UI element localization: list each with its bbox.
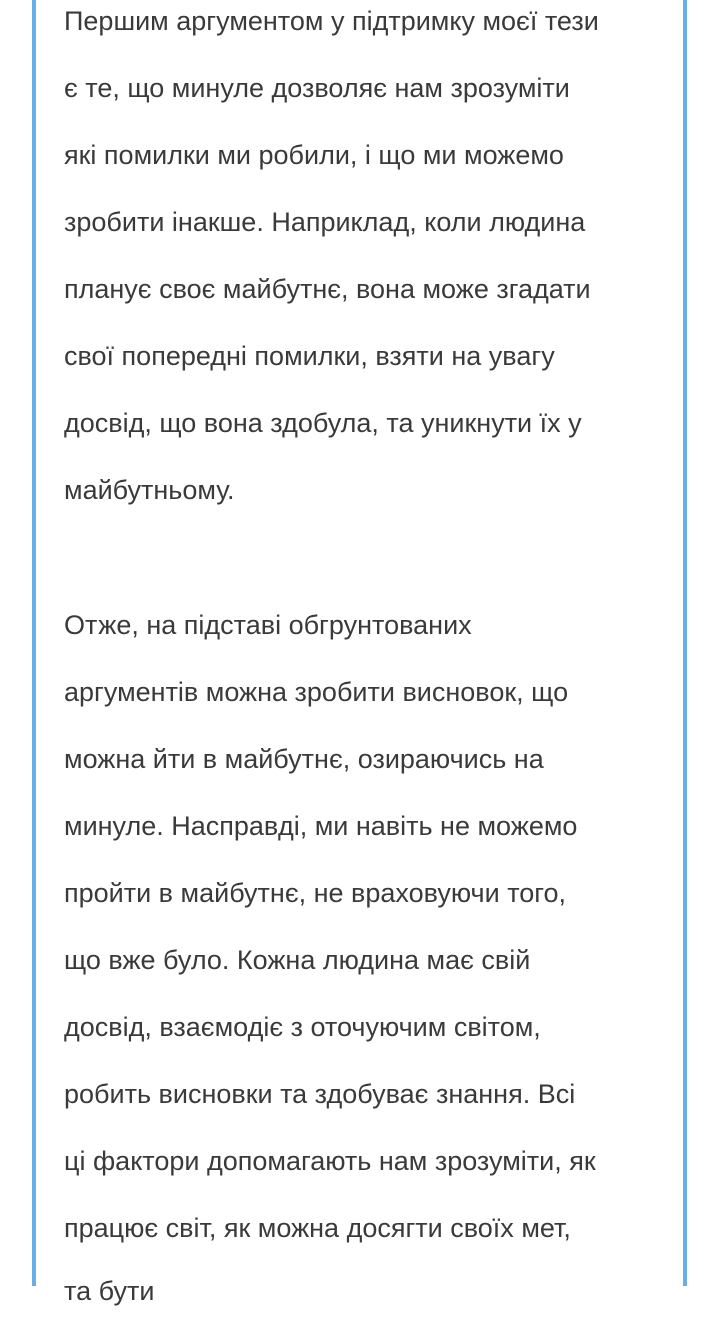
answer-frame-right-border — [683, 0, 687, 1286]
text-line: аргументів можна зробити висновок, що — [64, 677, 569, 707]
text-line: майбутньому. — [64, 475, 235, 505]
text-line: та бути — [64, 1276, 155, 1306]
text-line: які помилки ми робили, і що ми можемо — [64, 140, 564, 170]
text-line: можна йти в майбутнє, озираючись на — [64, 744, 544, 774]
text-line: досвід, взаємодіє з оточуючим світом, — [64, 1012, 541, 1042]
answer-paragraph-2 — [64, 592, 596, 1262]
text-line: досвід, що вона здобула, та уникнути їх у — [64, 408, 582, 438]
text-line: ці фактори допомагають нам зрозуміти, як — [64, 1146, 596, 1176]
text-line: пройти в майбутнє, не враховуючи того, — [64, 878, 567, 908]
text-line: свої попередні помилки, взяти на увагу — [64, 341, 555, 371]
answer-frame-left-border — [32, 0, 36, 1286]
text-line: зробити інакше. Наприклад, коли людина — [64, 207, 586, 237]
text-line: Першим аргументом у підтримку моєї тези — [64, 6, 599, 36]
text-line: працює світ, як можна досягти своїх мет, — [64, 1213, 571, 1243]
text-line: що вже було. Кожна людина має свій — [64, 945, 531, 975]
answer-paragraph-1 — [64, 0, 599, 524]
text-line: минуле. Насправді, ми навіть не можемо — [64, 811, 578, 841]
text-line: робить висновки та здобуває знання. Всі — [64, 1079, 576, 1109]
text-line: Отже, на підставі обгрунтованих — [64, 610, 472, 640]
text-line: планує своє майбутнє, вона може згадати — [64, 274, 591, 304]
text-line-cut-off — [64, 1258, 155, 1306]
text-line: є те, що минуле дозволяє нам зрозуміти — [64, 73, 570, 103]
